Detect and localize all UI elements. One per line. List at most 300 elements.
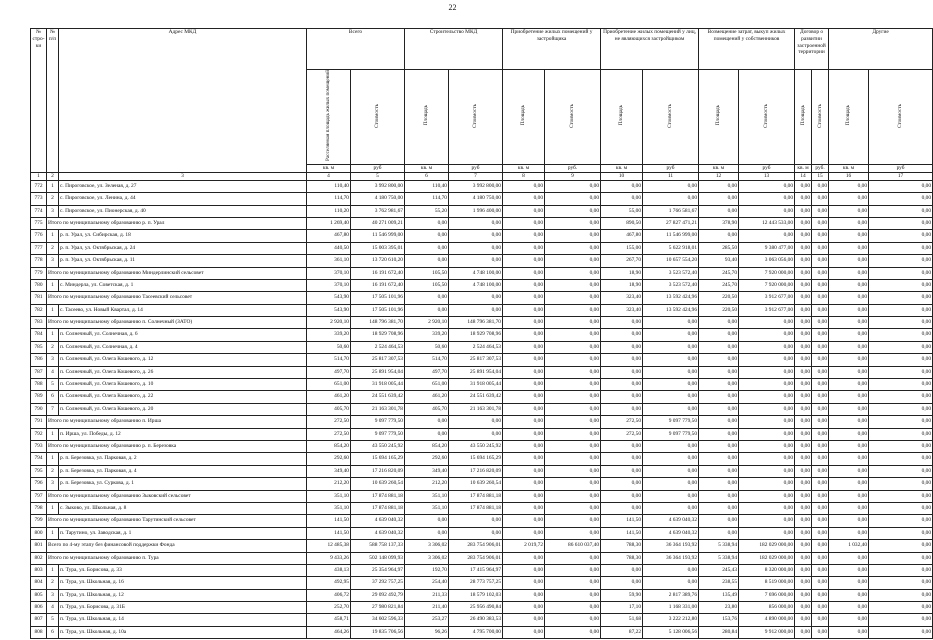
value-cell: 0,00 [699,329,739,341]
value-cell: 0,00 [643,317,699,329]
address-cell: п. Солнечный, ул. Олега Кошевого, д. 26 [59,366,307,378]
value-cell: 0,00 [812,564,829,576]
value-cell: 0,00 [699,428,739,440]
value-cell: 283 754 906,01 [449,552,503,564]
value-cell: 0,00 [812,267,829,279]
value-cell: 0,00 [739,478,795,490]
value-cell: 272,50 [307,428,351,440]
value-cell: 0,00 [601,502,643,514]
line-number-cell: 800 [31,527,47,539]
value-cell: 0,00 [795,540,812,552]
value-cell: 405,70 [405,403,449,415]
line-number-cell: 791 [31,416,47,428]
value-cell: 0,00 [601,341,643,353]
value-cell: 0,00 [812,540,829,552]
unit-sqm: кв. м [601,164,643,172]
value-cell: 1 168 331,00 [643,602,699,614]
unit-rub: руб. [545,164,601,172]
header-total: Всего [307,29,405,70]
value-cell: 0,00 [795,614,812,626]
table-row [31,403,933,415]
value-cell: 18,90 [601,279,643,291]
value-cell: 253,27 [405,614,449,626]
line-number-cell: 776 [31,230,47,242]
value-cell: 153,76 [699,614,739,626]
line-number-cell: 790 [31,403,47,415]
value-cell: 37 292 757,25 [351,577,405,589]
header-pp-number: № п/п [47,29,59,173]
value-cell: 0,00 [812,379,829,391]
address-cell: Итого по муниципальному образованию Тасеевский сельсовет [47,292,307,304]
value-cell: 0,00 [739,354,795,366]
value-cell: 0,00 [601,180,643,192]
value-cell: 0,00 [812,242,829,254]
address-cell: п. Тура, ул. Школьная, д. 14 [59,614,307,626]
value-cell: 0,00 [739,230,795,242]
value-cell: 0,00 [503,490,545,502]
value-cell: 272,50 [601,416,643,428]
value-cell: 0,00 [739,453,795,465]
value-cell: 5 338,94 [699,540,739,552]
value-cell: 0,00 [869,366,933,378]
column-number: 11 [643,172,699,180]
value-cell: 0,00 [739,205,795,217]
subheader-cost: Стоимость [351,70,405,165]
value-cell: 0,00 [829,626,869,638]
value-cell: 0,00 [503,515,545,527]
value-cell: 0,00 [812,193,829,205]
line-number-cell: 794 [31,453,47,465]
value-cell: 2 920,10 [307,317,351,329]
address-cell: Всего по 4-му этапу без финансовой поддержки Фонда [47,540,307,552]
value-cell: 155,00 [601,242,643,254]
value-cell: 0,00 [699,490,739,502]
value-cell: 0,00 [829,242,869,254]
value-cell: 0,00 [869,416,933,428]
value-cell: 192,70 [405,564,449,576]
value-cell: 370,10 [307,279,351,291]
unit-rub: руб [449,164,503,172]
column-number: 13 [739,172,795,180]
pp-number-cell: 5 [47,379,59,391]
value-cell: 339,20 [405,329,449,341]
unit-sqm: кв. м [795,164,812,172]
pp-number-cell: 6 [47,391,59,403]
line-number-cell: 775 [31,217,47,229]
value-cell: 0,00 [601,453,643,465]
column-number: 10 [601,172,643,180]
value-cell: 438,13 [307,564,351,576]
value-cell: 31 918 005,44 [449,379,503,391]
value-cell: 86 610 037,40 [545,540,601,552]
unit-rub: руб [869,164,933,172]
line-number-cell: 796 [31,478,47,490]
value-cell: 0,00 [643,453,699,465]
value-cell: 0,00 [503,180,545,192]
value-cell: 1 996 400,00 [449,205,503,217]
subheader-area: Площадь [699,70,739,165]
value-cell: 16 191 672,40 [351,279,405,291]
value-cell: 514,70 [405,354,449,366]
line-number-cell: 785 [31,341,47,353]
value-cell: 3 523 572,40 [643,279,699,291]
value-cell: 0,00 [643,180,699,192]
value-cell: 0,00 [795,577,812,589]
value-cell: 0,00 [739,329,795,341]
value-cell: 17 505 101,96 [351,304,405,316]
value-cell: 0,00 [643,341,699,353]
value-cell: 0,00 [869,255,933,267]
value-cell: 0,00 [869,180,933,192]
unit-sqm: кв. м [307,164,351,172]
value-cell: 0,00 [545,255,601,267]
pp-number-cell: 2 [47,193,59,205]
pp-number-cell: 2 [47,577,59,589]
table-row [31,502,933,514]
value-cell: 0,00 [699,230,739,242]
value-cell: 105,50 [405,267,449,279]
value-cell: 0,00 [812,416,829,428]
value-cell: 323,40 [601,292,643,304]
value-cell: 543,90 [307,304,351,316]
unit-rub: руб [643,164,699,172]
value-cell: 323,40 [601,304,643,316]
value-cell: 4 639 040,32 [643,515,699,527]
table-row [31,602,933,614]
value-cell: 13 720 610,20 [351,255,405,267]
value-cell: 0,00 [699,317,739,329]
value-cell: 50,60 [307,341,351,353]
value-cell: 26 490 383,53 [449,614,503,626]
value-cell: 4 180 750,00 [351,193,405,205]
value-cell: 0,00 [601,564,643,576]
value-cell: 0,00 [795,478,812,490]
value-cell: 5 622 918,01 [643,242,699,254]
value-cell: 3 306,02 [405,552,449,564]
value-cell: 0,00 [503,527,545,539]
table-row [31,589,933,601]
value-cell: 0,00 [829,217,869,229]
value-cell: 9 097 779,50 [351,416,405,428]
value-cell: 17 415 964,97 [449,564,503,576]
value-cell: 497,70 [405,366,449,378]
address-cell: п. Солнечный, ул. Олега Кошевого, д. 22 [59,391,307,403]
value-cell: 0,00 [643,478,699,490]
value-cell: 5 128 006,56 [643,626,699,638]
value-cell: 0,00 [812,502,829,514]
value-cell: 211,40 [405,602,449,614]
line-number-cell: 773 [31,193,47,205]
address-cell: Итого по муниципальному образованию п. Солнечный (ЗАТО) [47,317,307,329]
value-cell: 24 551 639,42 [351,391,405,403]
value-cell: 0,00 [545,193,601,205]
value-cell: 0,00 [795,626,812,638]
value-cell: 502 148 099,93 [351,552,405,564]
value-cell: 0,00 [601,478,643,490]
value-cell: 15 694 165,29 [449,453,503,465]
value-cell: 461,20 [405,391,449,403]
value-cell: 3 992 800,00 [449,180,503,192]
value-cell: 361,10 [307,255,351,267]
value-cell: 7 920 000,00 [739,279,795,291]
value-cell: 1 766 581,67 [643,205,699,217]
value-cell: 10 639 260,54 [351,478,405,490]
value-cell: 351,10 [405,502,449,514]
value-cell: 40 271 009,21 [351,217,405,229]
value-cell: 272,50 [307,416,351,428]
unit-rub: руб. [812,164,829,172]
value-cell: 135,49 [699,589,739,601]
value-cell: 0,00 [795,317,812,329]
header-acquisition-developer: Приобретение жилых помещений у застройщика [503,29,601,70]
value-cell: 0,00 [795,441,812,453]
line-number-cell: 802 [31,552,47,564]
value-cell: 0,00 [812,230,829,242]
line-number-cell: 807 [31,614,47,626]
value-cell: 55,00 [601,205,643,217]
value-cell: 0,00 [795,255,812,267]
line-number-cell: 792 [31,428,47,440]
table-row [31,478,933,490]
value-cell: 0,00 [812,515,829,527]
value-cell: 0,00 [869,279,933,291]
value-cell: 0,00 [795,391,812,403]
value-cell: 0,00 [795,341,812,353]
value-cell: 0,00 [869,329,933,341]
value-cell: 25 956 490,84 [449,602,503,614]
value-cell: 0,00 [869,317,933,329]
value-cell: 0,00 [643,366,699,378]
value-cell: 4 639 040,32 [643,527,699,539]
table-row [31,626,933,638]
value-cell: 0,00 [812,341,829,353]
value-cell: 13 592 424,96 [643,292,699,304]
line-number-cell: 793 [31,441,47,453]
subtotal-row [31,217,933,229]
value-cell: 4 639 040,32 [351,527,405,539]
pp-number-cell: 1 [47,329,59,341]
unit-sqm: кв. м [699,164,739,172]
table-row [31,242,933,254]
column-number: 14 [795,172,812,180]
value-cell: 0,00 [699,502,739,514]
value-cell: 16 191 672,40 [351,267,405,279]
value-cell: 8 519 000,00 [739,577,795,589]
value-cell: 18 929 708,96 [351,329,405,341]
value-cell: 0,00 [545,217,601,229]
value-cell: 17 874 881,18 [351,490,405,502]
value-cell: 141,50 [307,527,351,539]
pp-number-cell: 4 [47,602,59,614]
header-compensation: Возмещение затрат, выкуп жилых помещений у собственников [699,29,795,70]
value-cell: 110,40 [405,180,449,192]
value-cell: 0,00 [739,341,795,353]
line-number-cell: 806 [31,602,47,614]
table-row [31,329,933,341]
value-cell: 0,00 [829,391,869,403]
line-number-cell: 772 [31,180,47,192]
table-body [31,180,933,638]
value-cell: 24 551 639,42 [449,391,503,403]
value-cell: 0,00 [643,465,699,477]
value-cell: 0,00 [545,230,601,242]
column-number: 6 [405,172,449,180]
value-cell: 0,00 [545,416,601,428]
value-cell: 245,43 [699,564,739,576]
value-cell: 34 602 596,33 [351,614,405,626]
value-cell: 0,00 [503,416,545,428]
value-cell: 0,00 [405,428,449,440]
value-cell: 0,00 [545,465,601,477]
subheader-area: Площадь [795,70,812,165]
table-row [31,465,933,477]
unit-rub: руб [351,164,405,172]
value-cell: 2 019,72 [503,540,545,552]
value-cell: 0,00 [449,527,503,539]
page-number: 22 [448,3,457,12]
line-number-cell: 797 [31,490,47,502]
column-number-row [31,172,933,180]
value-cell: 0,00 [503,465,545,477]
value-cell: 0,00 [829,564,869,576]
value-cell: 0,00 [869,304,933,316]
value-cell: 17 216 820,09 [449,465,503,477]
value-cell: 1 269,40 [307,217,351,229]
pp-number-cell: 4 [47,366,59,378]
header-acquisition-non-developer: Приобретение жилых помещений у лиц, не являющихся застройщиком [601,29,699,70]
pp-number-cell: 3 [47,478,59,490]
value-cell: 0,00 [405,255,449,267]
value-cell: 4 748 100,00 [449,267,503,279]
value-cell: 0,00 [829,577,869,589]
value-cell: 440,50 [307,242,351,254]
value-cell: 0,00 [869,515,933,527]
address-cell: с. Миндерла, ул. Советская, д. 1 [59,279,307,291]
value-cell: 0,00 [739,465,795,477]
header-line-number: № стро- ки [31,29,47,173]
value-cell: 0,00 [869,527,933,539]
value-cell: 0,00 [503,329,545,341]
value-cell: 467,80 [307,230,351,242]
value-cell: 3 762 981,67 [351,205,405,217]
value-cell: 0,00 [545,614,601,626]
column-number: 3 [59,172,307,180]
value-cell: 0,00 [812,428,829,440]
subheader-cost: Стоимость [739,70,795,165]
address-cell: с. Тасеево, ул. Новый Квартал, д. 14 [59,304,307,316]
subtotal-row [31,552,933,564]
value-cell: 17 505 101,96 [351,292,405,304]
value-cell: 0,00 [449,242,503,254]
value-cell: 461,20 [307,391,351,403]
value-cell: 0,00 [503,602,545,614]
value-cell: 0,00 [829,552,869,564]
value-cell: 0,00 [795,230,812,242]
value-cell: 0,00 [643,490,699,502]
value-cell: 2 524 464,53 [449,341,503,353]
value-cell: 0,00 [643,502,699,514]
column-number: 8 [503,172,545,180]
pp-number-cell: 3 [47,354,59,366]
value-cell: 0,00 [869,428,933,440]
value-cell: 0,00 [739,180,795,192]
value-cell: 28 773 757,25 [449,577,503,589]
address-cell: п. Тура, ул. Борисова, д. 33 [59,564,307,576]
column-number: 9 [545,172,601,180]
value-cell: 0,00 [795,416,812,428]
value-cell: 0,00 [869,478,933,490]
value-cell: 0,00 [699,403,739,415]
value-cell: 0,00 [869,267,933,279]
value-cell: 0,00 [869,391,933,403]
value-cell: 9 380 477,00 [739,242,795,254]
value-cell: 0,00 [699,193,739,205]
value-cell: 9 433,26 [307,552,351,564]
value-cell: 9 097 779,50 [351,428,405,440]
value-cell: 0,00 [503,217,545,229]
value-cell: 0,00 [699,527,739,539]
value-cell: 0,00 [545,564,601,576]
value-cell: 0,00 [503,193,545,205]
value-cell: 0,00 [812,304,829,316]
value-cell: 0,00 [503,577,545,589]
value-cell: 854,20 [405,441,449,453]
value-cell: 0,00 [545,527,601,539]
value-cell: 0,00 [545,478,601,490]
value-cell: 0,00 [869,341,933,353]
unit-sqm: кв. м [405,164,449,172]
address-cell: п. Ирша, ул. Победы, д. 12 [59,428,307,440]
value-cell: 0,00 [601,441,643,453]
value-cell: 43 550 245,92 [449,441,503,453]
address-cell: Итого по муниципальному образованию р. п. Урал [47,217,307,229]
table-row [31,527,933,539]
address-cell: Итого по муниципальному образованию р. п. Березовка [47,441,307,453]
value-cell: 0,00 [829,366,869,378]
table-row [31,341,933,353]
value-cell: 2 817 389,76 [643,589,699,601]
value-cell: 0,00 [829,329,869,341]
table-row [31,354,933,366]
value-cell: 7 696 000,00 [739,589,795,601]
housing-relocation-table [30,28,933,639]
value-cell: 0,00 [739,490,795,502]
value-cell: 3 306,02 [405,540,449,552]
table-row [31,453,933,465]
value-cell: 0,00 [643,577,699,589]
value-cell: 3 523 572,40 [643,267,699,279]
value-cell: 0,00 [545,391,601,403]
value-cell: 11 546 999,00 [351,230,405,242]
value-cell: 0,00 [829,180,869,192]
value-cell: 0,00 [869,205,933,217]
value-cell: 283 754 906,01 [449,540,503,552]
value-cell: 0,00 [739,403,795,415]
value-cell: 9 097 779,50 [643,416,699,428]
value-cell: 0,00 [795,366,812,378]
value-cell: 12 443 533,00 [739,217,795,229]
subheader-area: Площадь [405,70,449,165]
value-cell: 856 000,00 [739,602,795,614]
value-cell: 0,00 [829,441,869,453]
address-cell: п. Солнечный, ул. Олега Кошевого, д. 10 [59,379,307,391]
value-cell: 87,22 [601,626,643,638]
value-cell: 4 890 000,00 [739,614,795,626]
value-cell: 0,00 [643,441,699,453]
value-cell: 0,00 [739,366,795,378]
value-cell: 0,00 [795,428,812,440]
value-cell: 93,40 [699,255,739,267]
